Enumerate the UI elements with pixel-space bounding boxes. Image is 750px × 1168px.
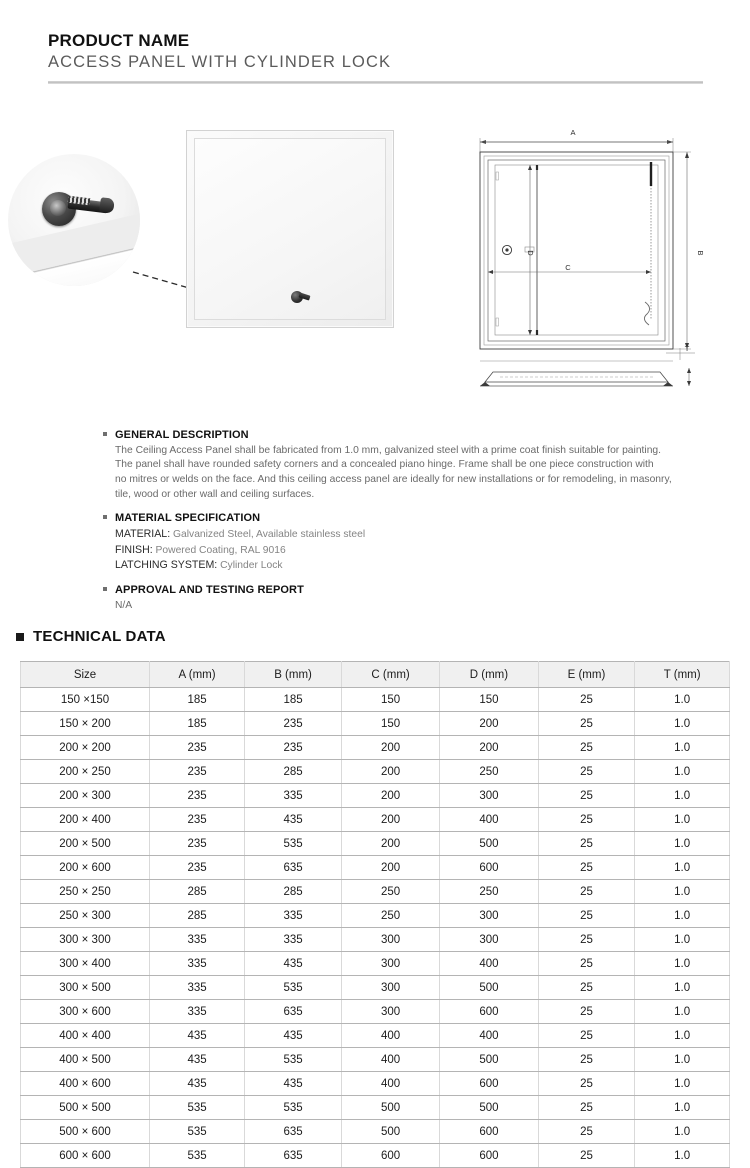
material-label: MATERIAL: [115,528,171,541]
cell-value: 300 [440,784,538,808]
spec-section-general-description [103,428,703,502]
cell-value: 200 [440,736,538,760]
access-panel-photo [186,130,394,328]
cell-value: 285 [245,760,342,784]
cell-value: 600 [440,856,538,880]
table-row [21,1072,730,1096]
spec-heading-approval-testing [103,583,703,598]
cell-size: 300 × 600 [21,1000,150,1024]
cell-size: 300 × 300 [21,928,150,952]
column-header-t: T (mm) [635,662,730,688]
cell-value: 435 [245,952,342,976]
spec-section-approval-testing [103,583,703,613]
cell-size: 200 × 300 [21,784,150,808]
spec-heading-label: GENERAL DESCRIPTION [115,429,249,441]
cell-value: 400 [341,1072,439,1096]
table-row [21,784,730,808]
cell-value: 300 [341,952,439,976]
cell-value: 25 [538,856,635,880]
cell-value: 600 [440,1072,538,1096]
table-row [21,928,730,952]
cell-value: 200 [341,760,439,784]
table-row [21,1144,730,1168]
technical-data-label: TECHNICAL DATA [33,628,166,645]
cell-value: 1.0 [635,928,730,952]
cell-value: 300 [341,928,439,952]
cell-value: 600 [440,1144,538,1168]
header-divider [48,81,703,84]
cell-value: 25 [538,1120,635,1144]
cell-value: 25 [538,1072,635,1096]
column-header-e: E (mm) [538,662,635,688]
square-bullet-icon [16,633,24,641]
panel-lock-icon [291,291,308,304]
cell-value: 1.0 [635,712,730,736]
cell-value: 400 [440,808,538,832]
cell-value: 400 [440,1024,538,1048]
cell-size: 500 × 600 [21,1120,150,1144]
spec-heading-label: MATERIAL SPECIFICATION [115,512,261,525]
cell-size: 400 × 400 [21,1024,150,1048]
cell-value: 25 [538,712,635,736]
cell-value: 150 [440,688,538,712]
technical-drawing [455,120,720,395]
cell-value: 635 [245,1144,342,1168]
latching-system-label: LATCHING SYSTEM: [115,559,218,572]
cell-value: 1.0 [635,1024,730,1048]
cell-value: 25 [538,808,635,832]
cell-size: 200 × 600 [21,856,150,880]
table-row [21,1096,730,1120]
cell-value: 1.0 [635,952,730,976]
cell-value: 285 [150,880,245,904]
square-bullet-icon [103,515,107,519]
table-row [21,736,730,760]
cell-value: 535 [245,976,342,1000]
cell-value: 25 [538,1048,635,1072]
cell-value: 400 [341,1024,439,1048]
cell-value: 1.0 [635,736,730,760]
description-line: tile, wood or other wall and ceiling surfaces. [115,488,315,500]
cell-value: 200 [341,736,439,760]
cell-value: 1.0 [635,688,730,712]
cell-value: 1.0 [635,976,730,1000]
table-row [21,1024,730,1048]
cell-value: 635 [245,1120,342,1144]
cell-value: 435 [245,1024,342,1048]
lock-and-key-icon [38,186,110,230]
table-row [21,952,730,976]
cell-value: 250 [440,880,538,904]
cell-value: 25 [538,1144,635,1168]
dimension-label-a: A [570,128,576,137]
cell-value: 235 [150,856,245,880]
panel-face [194,138,386,320]
square-bullet-icon [103,432,107,436]
dimension-label-b: B [696,250,705,256]
cell-value: 635 [245,1000,342,1024]
spec-section-material-specification [103,511,703,574]
cell-value: 500 [341,1120,439,1144]
cell-value: 500 [440,1096,538,1120]
cell-size: 600 × 600 [21,1144,150,1168]
cell-value: 1.0 [635,904,730,928]
spec-heading-general-description [103,428,703,443]
column-header-size: Size [21,662,150,688]
square-bullet-icon [103,587,107,591]
technical-data-title [16,628,166,645]
cell-value: 200 [341,832,439,856]
cell-value: 200 [440,712,538,736]
cell-value: 400 [440,952,538,976]
cell-value: 600 [440,1000,538,1024]
cell-size: 200 × 200 [21,736,150,760]
cylinder-lock-closeup [8,154,140,286]
cell-value: 435 [245,808,342,832]
material-item [115,527,703,543]
cell-value: 635 [245,856,342,880]
general-description-text [103,444,703,502]
latching-system-value: Cylinder Lock [220,560,283,572]
cell-value: 500 [440,832,538,856]
table-row [21,1000,730,1024]
cell-value: 1.0 [635,808,730,832]
cell-value: 185 [245,688,342,712]
cell-value: 300 [341,976,439,1000]
cell-value: 435 [150,1024,245,1048]
cell-value: 335 [150,976,245,1000]
dimension-label-c: C [565,263,571,272]
cell-value: 25 [538,1000,635,1024]
cell-value: 25 [538,1024,635,1048]
cell-value: 435 [245,1072,342,1096]
cell-value: 235 [150,736,245,760]
material-value: Galvanized Steel, Available stainless steel [173,529,366,541]
cell-value: 1.0 [635,1096,730,1120]
cell-value: 400 [341,1048,439,1072]
column-header-c: C (mm) [341,662,439,688]
cell-value: 235 [150,784,245,808]
cell-value: 335 [150,928,245,952]
description-line: The Ceiling Access Panel shall be fabricated from 1.0 mm, galvanized steel with a prime coat finish suitable for painting. [115,444,662,456]
cell-value: 200 [341,808,439,832]
finish-item [115,543,703,559]
cell-value: 185 [150,712,245,736]
cell-value: 25 [538,688,635,712]
cell-size: 200 × 250 [21,760,150,784]
latching-system-item [115,558,703,574]
cell-value: 1.0 [635,1144,730,1168]
table-row [21,712,730,736]
column-header-b: B (mm) [245,662,342,688]
lock-core-shape [50,200,66,216]
cell-value: 25 [538,736,635,760]
material-specification-list [103,527,703,574]
cell-value: 535 [245,1096,342,1120]
spec-heading-label: APPROVAL AND TESTING REPORT [115,583,304,596]
cell-value: 235 [150,760,245,784]
cell-value: 535 [150,1120,245,1144]
cell-value: 285 [150,904,245,928]
column-header-a: A (mm) [150,662,245,688]
cell-value: 185 [150,688,245,712]
approval-testing-value: N/A [115,599,133,611]
cell-value: 600 [341,1144,439,1168]
illustration-band [0,112,750,402]
cell-value: 235 [245,736,342,760]
cell-value: 200 [341,784,439,808]
cell-value: 300 [440,904,538,928]
cell-value: 435 [150,1072,245,1096]
cell-size: 250 × 250 [21,880,150,904]
cell-value: 25 [538,952,635,976]
cell-value: 335 [150,1000,245,1024]
table-row [21,976,730,1000]
cell-size: 500 × 500 [21,1096,150,1120]
key-bow-shape [99,197,115,214]
cell-value: 1.0 [635,1000,730,1024]
cell-value: 235 [150,832,245,856]
cell-value: 25 [538,880,635,904]
cell-value: 335 [245,928,342,952]
cell-value: 250 [341,904,439,928]
cell-size: 150 ×150 [21,688,150,712]
cell-value: 535 [245,832,342,856]
table-row [21,688,730,712]
cell-value: 300 [341,1000,439,1024]
cell-value: 600 [440,1120,538,1144]
table-row [21,1048,730,1072]
cell-value: 25 [538,976,635,1000]
table-body [21,688,730,1168]
cell-value: 25 [538,784,635,808]
cell-value: 335 [150,952,245,976]
cell-size: 150 × 200 [21,712,150,736]
cell-value: 500 [341,1096,439,1120]
cell-value: 150 [341,688,439,712]
description-line: The panel shall have rounded safety corners and a concealed piano hinge. Frame shall be one piece construction with [115,459,654,471]
cell-value: 500 [440,976,538,1000]
cell-value: 435 [150,1048,245,1072]
table-row [21,880,730,904]
cell-value: 200 [341,856,439,880]
cell-value: 335 [245,904,342,928]
table-header-row [21,662,730,688]
cell-size: 200 × 400 [21,808,150,832]
cell-value: 1.0 [635,856,730,880]
page-title: PRODUCT NAME [48,31,190,50]
cell-value: 1.0 [635,784,730,808]
description-line: no mitres or welds on the face. And this ceiling access panel are ideally for new installations or for remodeling, in masonry, [115,474,672,486]
cell-value: 235 [150,808,245,832]
cell-value: 300 [440,928,538,952]
dimension-label-d: D [526,250,535,256]
cell-value: 25 [538,1096,635,1120]
finish-value: Powered Coating, RAL 9016 [155,544,286,556]
cell-value: 25 [538,904,635,928]
technical-data-table [20,661,730,1168]
cell-value: 25 [538,928,635,952]
cell-size: 300 × 500 [21,976,150,1000]
cell-size: 400 × 500 [21,1048,150,1072]
page-header [48,30,708,84]
cell-value: 235 [245,712,342,736]
table-row [21,856,730,880]
table-row [21,808,730,832]
cell-value: 535 [150,1144,245,1168]
cell-value: 1.0 [635,760,730,784]
cell-value: 335 [245,784,342,808]
cell-value: 250 [341,880,439,904]
cell-value: 250 [440,760,538,784]
cell-value: 535 [245,1048,342,1072]
cell-value: 1.0 [635,1120,730,1144]
table-row [21,1120,730,1144]
cell-value: 285 [245,880,342,904]
dimension-label-t: T [684,344,690,353]
cell-size: 300 × 400 [21,952,150,976]
cell-size: 200 × 500 [21,832,150,856]
finish-label: FINISH: [115,543,153,556]
cell-value: 500 [440,1048,538,1072]
table-row [21,832,730,856]
cell-value: 1.0 [635,880,730,904]
cell-size: 250 × 300 [21,904,150,928]
column-header-d: D (mm) [440,662,538,688]
table-row [21,760,730,784]
specification-block [103,428,703,622]
cell-value: 25 [538,832,635,856]
cell-value: 1.0 [635,1048,730,1072]
table-row [21,904,730,928]
page-subtitle: ACCESS PANEL WITH CYLINDER LOCK [48,53,392,72]
spec-heading-material-specification [103,511,703,526]
cell-value: 535 [150,1096,245,1120]
cell-value: 1.0 [635,1072,730,1096]
cell-size: 400 × 600 [21,1072,150,1096]
cell-value: 1.0 [635,832,730,856]
cell-value: 25 [538,760,635,784]
cell-value: 150 [341,712,439,736]
